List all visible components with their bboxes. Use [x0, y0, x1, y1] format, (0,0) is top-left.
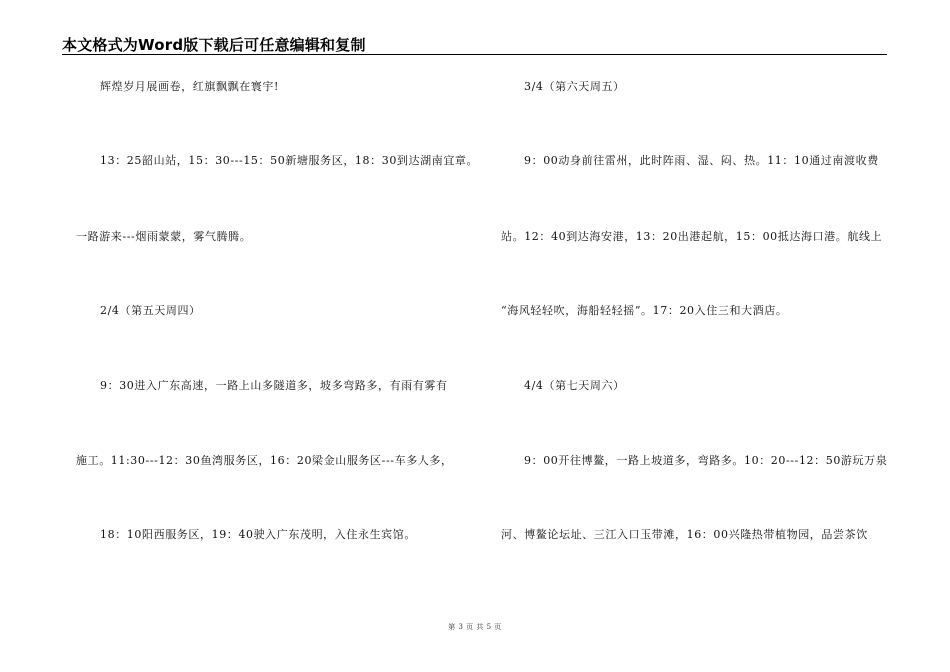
left-line-2: 13：25韶山站，15：30---15：50新塘服务区，18：30到达湖南宜章。	[100, 154, 479, 167]
left-line-4: 2/4（第五天周四）	[100, 304, 201, 317]
right-line-6: 9：00开往博鳌，一路上坡道多，弯路多。10：20---12：50游玩万泉	[524, 454, 888, 467]
document-header-title: 本文格式为Word版下载后可任意编辑和复制	[62, 36, 366, 54]
right-line-3: 站。12：40到达海安港，13：20出港起航，15：00抵达海口港。航线上	[501, 230, 883, 243]
right-line-1: 3/4（第六天周五）	[524, 80, 625, 93]
right-line-4: “海风轻轻吹，海船轻轻摇”。17：20入住三和大酒店。	[501, 304, 788, 317]
header-divider	[62, 54, 887, 55]
page-number-footer: 第 3 页 共 5 页	[448, 623, 502, 631]
left-line-1: 辉煌岁月展画卷，红旗飘飘在寰宇!	[100, 80, 280, 93]
left-line-3: 一路游来---烟雨蒙蒙，雾气腾腾。	[76, 230, 252, 243]
right-line-7: 河、博鳌论坛址、三江入口玉带滩，16：00兴隆热带植物园，品尝茶饮	[501, 528, 868, 541]
left-line-6: 施工。11:30---12：30鱼湾服务区，16：20梁金山服务区---车多人多，	[76, 454, 453, 467]
left-line-7: 18：10阳西服务区，19：40驶入广东茂明，入住永生宾馆。	[100, 528, 416, 541]
right-line-5: 4/4（第七天周六）	[524, 379, 625, 392]
right-line-2: 9：00动身前往雷州，此时阵雨、湿、闷、热。11：10通过南渡收费	[524, 154, 879, 167]
left-line-5: 9：30进入广东高速，一路上山多隧道多，坡多弯路多，有雨有雾有	[100, 379, 448, 392]
